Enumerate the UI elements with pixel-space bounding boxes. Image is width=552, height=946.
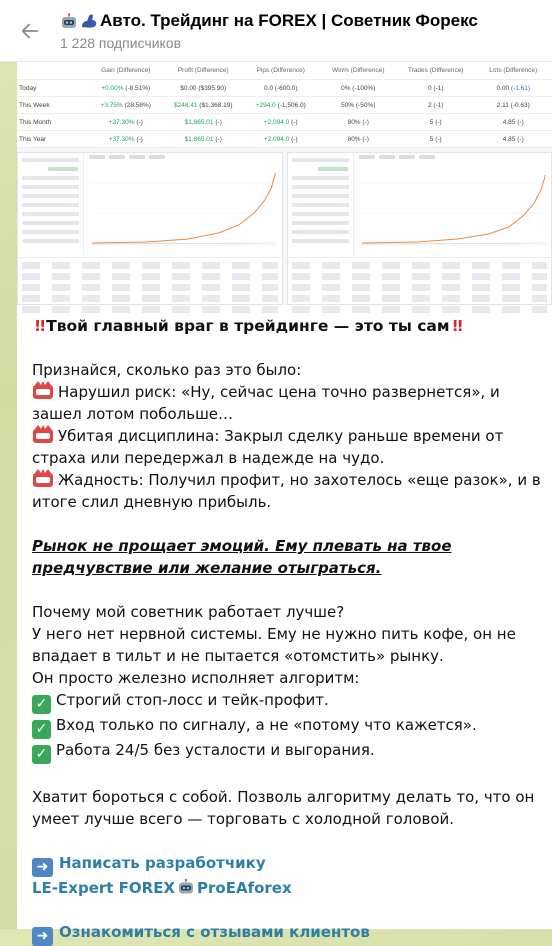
table-row bbox=[17, 114, 552, 131]
cell-value: 0.00 bbox=[496, 85, 509, 92]
alarm-icon bbox=[32, 425, 54, 444]
back-arrow-icon bbox=[19, 20, 41, 42]
check-mark-icon: ✓ bbox=[32, 695, 51, 714]
cell-diff: (-) bbox=[136, 119, 143, 126]
alarm-icon bbox=[32, 469, 54, 488]
row-label: Today bbox=[17, 85, 87, 92]
cell-diff: (-100%) bbox=[352, 85, 375, 92]
intro-text: Признайся, сколько раз это было: bbox=[32, 359, 546, 381]
cell-value: 80% bbox=[348, 136, 361, 143]
cell-value: 0 bbox=[428, 85, 432, 92]
account-stats bbox=[18, 153, 84, 255]
cell-value: +294.0 bbox=[256, 102, 276, 109]
check-mark-icon: ✓ bbox=[32, 745, 51, 764]
why-question: Почему мой советник работает лучше? bbox=[32, 601, 546, 623]
growth-chart bbox=[356, 153, 550, 255]
list-item: Жадность: Получил профит, но захотелось «еще разок», и в итоге слил дневную прибыль. bbox=[32, 469, 546, 513]
check-item: ✓ Вход только по сигналу, а не «потому что кажется». bbox=[32, 714, 546, 739]
cell-diff: (-600.0) bbox=[275, 85, 298, 92]
cell-diff: (-) bbox=[291, 136, 298, 143]
col-header: Gain (Difference) bbox=[87, 67, 165, 74]
account-panels bbox=[17, 152, 552, 305]
cell-value: 0.0 bbox=[264, 85, 273, 92]
contact-developer-link[interactable]: Написать разработчику bbox=[59, 854, 266, 872]
cell-value: $248.41 bbox=[174, 102, 198, 109]
cell-diff: (-) bbox=[215, 119, 222, 126]
cell-diff: (-) bbox=[435, 136, 442, 143]
back-button[interactable] bbox=[0, 0, 60, 62]
emphasis-text: Рынок не прощает эмоций. Ему плевать на твое предчувствие или желание отыграться. bbox=[32, 535, 546, 579]
cell-value: +2,094.0 bbox=[264, 136, 289, 143]
cell-diff: (-) bbox=[136, 136, 143, 143]
results-table bbox=[17, 62, 552, 148]
brand-link-row bbox=[32, 877, 546, 899]
contact-link-row bbox=[32, 852, 546, 877]
check-item: ✓ Работа 24/5 без усталости и выгорания. bbox=[32, 739, 546, 764]
proeaforex-link[interactable]: ProEAforex bbox=[197, 879, 292, 897]
cell-value: 2 bbox=[428, 102, 432, 109]
cell-diff: (-8.51%) bbox=[125, 85, 150, 92]
trading-table bbox=[288, 257, 552, 304]
double-exclamation-icon: !! bbox=[452, 317, 462, 335]
col-header: Profit (Difference) bbox=[165, 67, 243, 74]
cell-diff: (-) bbox=[362, 136, 369, 143]
cell-diff: (-1) bbox=[433, 85, 443, 92]
cell-value: 2.11 bbox=[497, 102, 509, 109]
channel-title: Авто. Трейдинг на FOREX | Советник Форекс bbox=[100, 11, 478, 31]
cell-value: 5 bbox=[430, 119, 434, 126]
cell-value: +0.00% bbox=[101, 85, 123, 92]
trading-table bbox=[18, 257, 282, 304]
cell-diff: (-1.61) bbox=[511, 85, 530, 92]
why-text: У него нет нервной системы. Ему не нужно пить кофе, он не впадает в тильт и не пытается «отомстить» рынку. bbox=[32, 623, 546, 667]
robot-emoji-icon bbox=[177, 878, 195, 895]
cell-value: 5 bbox=[430, 136, 434, 143]
cell-diff: (-) bbox=[517, 136, 524, 143]
account-panel-left bbox=[17, 152, 283, 305]
cell-diff: (-1,506.0) bbox=[278, 102, 306, 109]
cell-diff: (-) bbox=[291, 119, 298, 126]
cell-value: +37.30% bbox=[109, 119, 135, 126]
row-label: This Year bbox=[17, 136, 87, 143]
cell-diff: (-0.63) bbox=[511, 102, 530, 109]
cell-diff: (28.58%) bbox=[125, 102, 151, 109]
row-label: This Week bbox=[17, 102, 87, 109]
cell-diff: (-50%) bbox=[356, 102, 376, 109]
cell-value: $0.00 bbox=[180, 85, 196, 92]
alarm-icon bbox=[32, 381, 54, 400]
table-row bbox=[17, 97, 552, 114]
subscriber-count: 1 228 подписчиков bbox=[60, 35, 478, 51]
cell-diff: ($395.90) bbox=[198, 85, 226, 92]
col-header: Trades (Difference) bbox=[397, 67, 475, 74]
row-label: This Month bbox=[17, 119, 87, 126]
list-item: Нарушил риск: «Ну, сейчас цена точно развернется», и зашел лотом побольше… bbox=[32, 381, 546, 425]
list-item: Убитая дисциплина: Закрыл сделку раньше времени от страха или передержал в надежде на чудо. bbox=[32, 425, 546, 469]
account-stats bbox=[288, 153, 354, 255]
growth-chart bbox=[86, 153, 280, 255]
closing-text: Хватит бороться с собой. Позволь алгоритму делать то, что он умеет лучше всего — торговать с холодной головой. bbox=[32, 786, 546, 830]
cell-value: +3.75% bbox=[101, 102, 123, 109]
account-panel-right bbox=[287, 152, 552, 305]
col-header: Lots (Difference) bbox=[475, 67, 552, 74]
trading-results-image[interactable] bbox=[17, 62, 552, 305]
cell-value: $1,865.01 bbox=[185, 136, 214, 143]
double-exclamation-icon: !! bbox=[34, 317, 44, 335]
col-header: Pips (Difference) bbox=[242, 67, 320, 74]
right-arrow-icon: ➜ bbox=[32, 858, 53, 877]
algo-text: Он просто железно исполняет алгоритм: bbox=[32, 667, 546, 689]
cell-value: +37.30% bbox=[109, 136, 135, 143]
message-headline: !! Твой главный враг в трейдинге — это ты сам !! bbox=[32, 315, 546, 337]
table-header bbox=[17, 62, 552, 80]
table-row bbox=[17, 131, 552, 148]
cell-value: 4.85 bbox=[503, 119, 516, 126]
cell-value: 4.85 bbox=[503, 136, 516, 143]
client-reviews-link[interactable]: Ознакомиться с отзывами клиентов bbox=[59, 923, 370, 941]
cell-diff: (-) bbox=[362, 119, 369, 126]
check-item: ✓ Строгий стоп-лосс и тейк-профит. bbox=[32, 689, 546, 714]
channel-info[interactable] bbox=[60, 11, 478, 51]
message-bubble bbox=[17, 62, 552, 929]
cell-value: 80% bbox=[348, 119, 361, 126]
cell-diff: (-1) bbox=[433, 102, 443, 109]
cell-diff: (-) bbox=[517, 119, 524, 126]
chat-header bbox=[0, 0, 552, 62]
right-arrow-icon: ➜ bbox=[32, 927, 53, 946]
table-row bbox=[17, 80, 552, 97]
channel-title-row bbox=[60, 11, 478, 31]
check-mark-icon: ✓ bbox=[32, 720, 51, 739]
cell-diff: ($1,368.19) bbox=[199, 102, 232, 109]
message-text bbox=[32, 315, 546, 946]
le-expert-link[interactable]: LE-Expert FOREX bbox=[32, 879, 175, 897]
cell-value: $1,865.01 bbox=[185, 119, 214, 126]
cell-value: 50% bbox=[341, 102, 354, 109]
col-header: Win% (Difference) bbox=[320, 67, 398, 74]
robot-emoji-icon bbox=[60, 13, 78, 29]
reviews-link-row bbox=[32, 921, 546, 946]
cell-value: +2,094.0 bbox=[264, 119, 289, 126]
flexed-arm-emoji-icon bbox=[80, 13, 98, 29]
cell-diff: (-) bbox=[435, 119, 442, 126]
cell-diff: (-) bbox=[215, 136, 222, 143]
cell-value: 0% bbox=[341, 85, 350, 92]
